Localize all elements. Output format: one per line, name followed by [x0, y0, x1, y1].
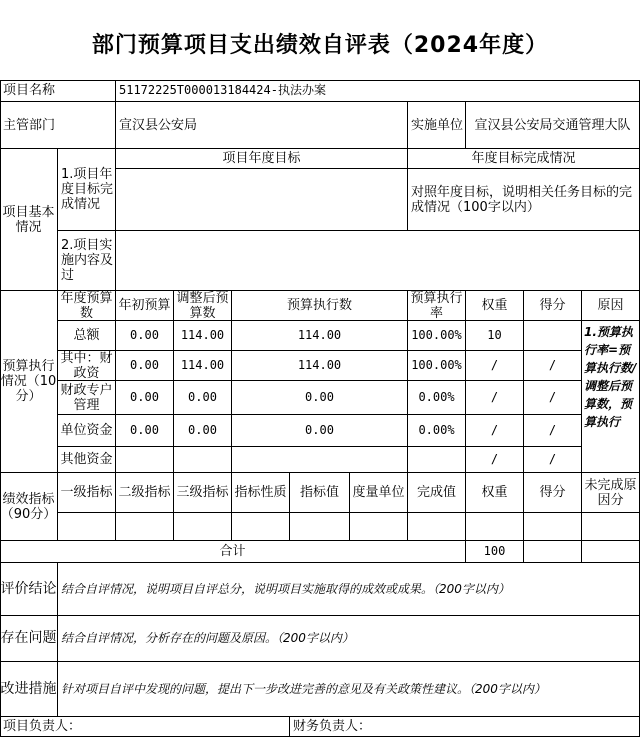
perf-header-level2: 二级指标	[116, 473, 174, 513]
budget-row-score: /	[524, 381, 582, 415]
budget-header-reason: 原因	[582, 291, 640, 321]
content-cell	[116, 231, 640, 291]
improvements-label: 改进措施	[0, 662, 58, 717]
budget-row-score	[524, 321, 582, 351]
budget-row-executed: 114.00	[232, 321, 408, 351]
content-label: 2.项目实施内容及过	[58, 231, 116, 291]
annual-goal-cell	[116, 169, 408, 231]
budget-reason: 1.预算执行率=预算执行数/调整后预算数，预算执行	[582, 321, 640, 473]
budget-header-adjusted: 调整后预算数	[174, 291, 232, 321]
budget-header-annual: 年度预算数	[58, 291, 116, 321]
impl-unit-label: 实施单位	[408, 102, 466, 149]
budget-row-score: /	[524, 447, 582, 473]
goal-label: 1.项目年度目标完成情况	[58, 149, 116, 231]
budget-section-label: 预算执行情况（10分）	[0, 291, 58, 473]
budget-row-score: /	[524, 415, 582, 447]
project-lead-label: 项目负责人：	[0, 717, 290, 737]
dept-value: 宣汉县公安局	[116, 102, 408, 149]
budget-row-adjusted	[174, 447, 232, 473]
issues-label: 存在问题	[0, 616, 58, 662]
budget-row-rate: 0.00%	[408, 381, 466, 415]
perf-cell	[174, 513, 232, 541]
annual-goal-header: 项目年度目标	[116, 149, 408, 169]
perf-header-weight: 权重	[466, 473, 524, 513]
perf-header-unit: 度量单位	[350, 473, 408, 513]
budget-row-rate: 100.00%	[408, 351, 466, 381]
budget-row-adjusted: 114.00	[174, 351, 232, 381]
budget-row-label: 其他资金	[58, 447, 116, 473]
budget-row-adjusted: 0.00	[174, 415, 232, 447]
budget-row-weight: /	[466, 381, 524, 415]
budget-row-label: 单位资金	[58, 415, 116, 447]
completion-hint: 对照年度目标，说明相关任务目标的完成情况（100字以内）	[408, 169, 640, 231]
finance-lead-label: 财务负责人：	[290, 717, 640, 737]
budget-row-executed: 0.00	[232, 415, 408, 447]
page-title: 部门预算项目支出绩效自评表（2024年度）	[91, 33, 549, 58]
budget-row-rate	[408, 447, 466, 473]
budget-row-score: /	[524, 351, 582, 381]
budget-row-label: 总额	[58, 321, 116, 351]
impl-unit-value: 宣汉县公安局交通管理大队	[466, 102, 640, 149]
budget-row-initial: 0.00	[116, 381, 174, 415]
perf-header-level1: 一级指标	[58, 473, 116, 513]
perf-cell	[232, 513, 290, 541]
budget-row-adjusted: 0.00	[174, 381, 232, 415]
perf-header-actual: 完成值	[408, 473, 466, 513]
project-name-value: 51172225T000013184424-执法办案	[116, 80, 640, 102]
total-reason	[582, 541, 640, 563]
perf-header-nature: 指标性质	[232, 473, 290, 513]
total-score	[524, 541, 582, 563]
budget-header-initial: 年初预算	[116, 291, 174, 321]
perf-cell	[466, 513, 524, 541]
budget-row-adjusted: 114.00	[174, 321, 232, 351]
perf-cell	[582, 513, 640, 541]
perf-cell	[524, 513, 582, 541]
perf-cell	[116, 513, 174, 541]
project-name-label: 项目名称	[0, 80, 116, 102]
budget-row-weight: /	[466, 351, 524, 381]
issues-text: 结合自评情况，分析存在的问题及原因。（200字以内）	[58, 616, 640, 662]
budget-row-initial: 0.00	[116, 415, 174, 447]
perf-section-label: 绩效指标（90分）	[0, 473, 58, 541]
budget-header-rate: 预算执行率	[408, 291, 466, 321]
budget-row-label: 财政专户管理	[58, 381, 116, 415]
perf-header-level3: 三级指标	[174, 473, 232, 513]
budget-header-score: 得分	[524, 291, 582, 321]
budget-row-weight: /	[466, 415, 524, 447]
basic-info-label: 项目基本情况	[0, 149, 58, 291]
budget-row-rate: 100.00%	[408, 321, 466, 351]
budget-header-weight: 权重	[466, 291, 524, 321]
perf-cell	[350, 513, 408, 541]
perf-cell	[408, 513, 466, 541]
budget-row-label: 其中：财政资	[58, 351, 116, 381]
perf-header-value: 指标值	[290, 473, 350, 513]
budget-row-initial: 0.00	[116, 321, 174, 351]
perf-header-score: 得分	[524, 473, 582, 513]
eval-conclusion-label: 评价结论	[0, 563, 58, 616]
budget-row-executed: 0.00	[232, 381, 408, 415]
total-weight: 100	[466, 541, 524, 563]
dept-label: 主管部门	[0, 102, 116, 149]
budget-row-executed: 114.00	[232, 351, 408, 381]
total-label: 合计	[0, 541, 466, 563]
budget-header-executed: 预算执行数	[232, 291, 408, 321]
budget-row-weight: 10	[466, 321, 524, 351]
perf-cell	[58, 513, 116, 541]
completion-header: 年度目标完成情况	[408, 149, 640, 169]
budget-row-initial: 0.00	[116, 351, 174, 381]
perf-header-reason: 未完成原因分	[582, 473, 640, 513]
perf-cell	[290, 513, 350, 541]
improvements-text: 针对项目自评中发现的问题，提出下一步改进完善的意见及有关政策性建议。（200字以内）	[58, 662, 640, 717]
budget-row-initial	[116, 447, 174, 473]
budget-row-weight: /	[466, 447, 524, 473]
budget-row-rate: 0.00%	[408, 415, 466, 447]
budget-row-executed	[232, 447, 408, 473]
eval-conclusion-text: 结合自评情况，说明项目自评总分，说明项目实施取得的成效或成果。（200字以内）	[58, 563, 640, 616]
